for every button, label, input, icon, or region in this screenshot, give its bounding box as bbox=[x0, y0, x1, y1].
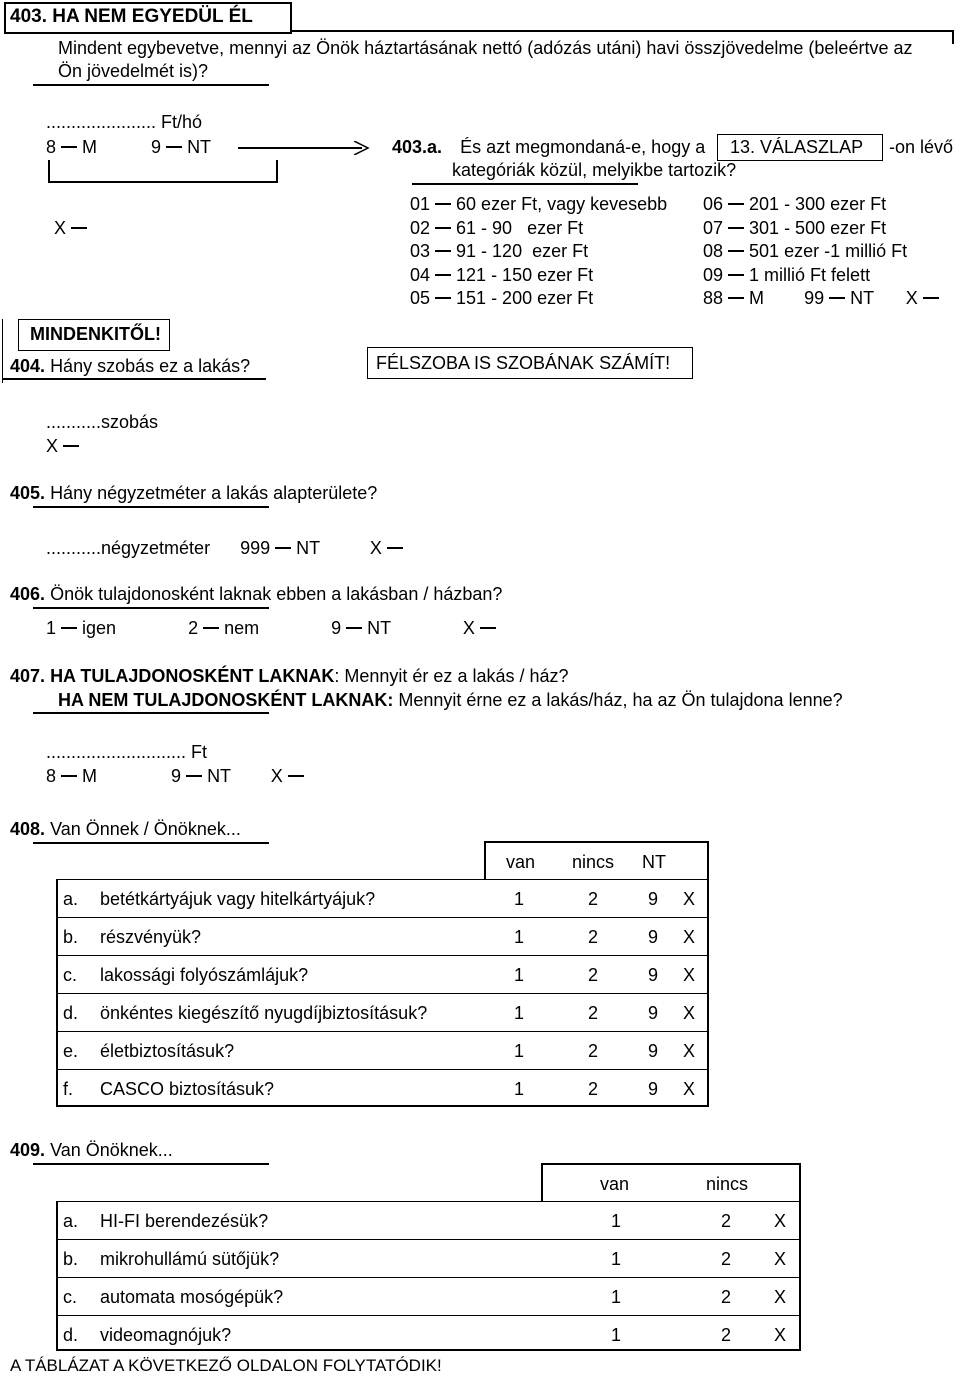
q407-number: 407. bbox=[10, 666, 46, 686]
row-rule bbox=[56, 917, 707, 918]
option-row[interactable]: 05 151 - 200 ezer Ft bbox=[410, 288, 594, 308]
q403-header bbox=[10, 6, 253, 28]
q409-answer-code[interactable]: 2 bbox=[721, 1211, 732, 1231]
q405-answer-row: ...........négyzetméter 999 NT X bbox=[46, 538, 408, 559]
option-row[interactable]: 02 61 - 90 ezer Ft bbox=[410, 217, 584, 238]
row-rule bbox=[56, 955, 707, 956]
q403a-question bbox=[392, 137, 705, 158]
q403-title: HA NEM EGYEDÜL ÉL bbox=[52, 6, 253, 27]
option-row[interactable]: 01 60 ezer Ft, vagy kevesebb bbox=[410, 194, 668, 214]
q403a-m-code[interactable]: 88 bbox=[703, 288, 724, 308]
q407-bold2: HA NEM TULAJDONOSKÉNT LAKNAK: bbox=[58, 690, 394, 710]
q406-o2-code[interactable]: 2 bbox=[188, 618, 199, 638]
x-mark[interactable]: X bbox=[46, 436, 59, 456]
q408-answer-code[interactable]: 2 bbox=[588, 965, 599, 985]
q409-answer-code[interactable]: 2 bbox=[721, 1287, 732, 1307]
q408-answer-code[interactable]: X bbox=[683, 927, 696, 947]
q408-answer-code[interactable]: 9 bbox=[648, 1003, 659, 1023]
q403-underline bbox=[33, 84, 269, 86]
q408-answer-code[interactable]: 2 bbox=[588, 1041, 599, 1061]
q408-row-label: önkéntes kiegészítő nyugdíjbiztosításuk? bbox=[100, 1003, 428, 1023]
q408-answer-code[interactable]: 1 bbox=[514, 1041, 525, 1061]
q409-header-nincs: nincs bbox=[706, 1174, 749, 1194]
q406-underline bbox=[33, 607, 269, 609]
q403a-nt-code[interactable]: 99 bbox=[804, 288, 825, 308]
option-row: 88 M 99 NT X bbox=[703, 287, 944, 311]
q408-answer-code[interactable]: 9 bbox=[648, 927, 659, 947]
q409-header-van: van bbox=[600, 1174, 630, 1194]
q408-header-nt: NT bbox=[642, 852, 666, 872]
q408-answer-code[interactable]: 9 bbox=[648, 965, 659, 985]
q408-answer-code[interactable]: X bbox=[683, 1079, 696, 1099]
q403-bracket-left bbox=[48, 160, 50, 182]
q406-o3-code[interactable]: 9 bbox=[331, 618, 342, 638]
q408-row-label: lakossági folyószámlájuk? bbox=[100, 965, 309, 985]
q406-options: 1 igen 2 nem 9 NT X bbox=[46, 618, 501, 639]
q409-row-label: automata mosógépük? bbox=[100, 1287, 284, 1307]
row-rule bbox=[56, 1315, 799, 1316]
q408-answer-code[interactable]: 9 bbox=[648, 889, 659, 909]
row-rule bbox=[56, 1277, 799, 1278]
q407-text2: Mennyit érne ez a lakás/ház, ha az Ön tulajdona lenne? bbox=[393, 690, 843, 710]
arrow-right-icon bbox=[354, 141, 370, 155]
q409-answer-code[interactable]: 1 bbox=[611, 1249, 622, 1269]
option-row[interactable]: 03 91 - 120 ezer Ft bbox=[410, 241, 589, 261]
q403-side-rule bbox=[952, 30, 954, 44]
q404-instruction: FÉLSZOBA IS SZOBÁNAK SZÁMÍT! bbox=[376, 353, 671, 373]
q409-answer-code[interactable]: X bbox=[774, 1249, 787, 1269]
q403a-number: 403.a. bbox=[392, 137, 443, 157]
q409-header-rule bbox=[56, 1201, 799, 1202]
q403-answer-blank[interactable]: ...................... Ft/hó bbox=[46, 112, 203, 132]
q408-row-label: életbiztosításuk? bbox=[100, 1041, 235, 1061]
q404-number: 404. bbox=[10, 356, 46, 376]
q408-row-letter: d. bbox=[63, 1003, 79, 1023]
q404-question bbox=[10, 356, 250, 377]
q405-x[interactable]: X bbox=[369, 538, 382, 558]
q408-answer-code[interactable]: X bbox=[683, 889, 696, 909]
q403-opt-nt-code[interactable]: 9 bbox=[151, 137, 162, 157]
q403-question-line1: Mindent egybevetve, mennyi az Önök háztartásának nettó (adózás utáni) havi összjövedelme (beleértve az bbox=[58, 38, 913, 58]
q409-answer-code[interactable]: X bbox=[774, 1287, 787, 1307]
option-row[interactable]: 06 201 - 300 ezer Ft bbox=[703, 194, 887, 214]
q409-body-left-rule bbox=[56, 1201, 58, 1351]
q403-opt-nt: NT bbox=[187, 137, 212, 157]
q403a-underline bbox=[412, 183, 638, 185]
option-row[interactable]: 09 1 millió Ft felett bbox=[703, 264, 871, 285]
q403a-x[interactable]: X bbox=[905, 288, 918, 308]
q403-opt-m-code[interactable]: 8 bbox=[46, 137, 57, 157]
q409-header-left-rule bbox=[541, 1163, 543, 1201]
q409-row-label: videomagnójuk? bbox=[100, 1325, 232, 1345]
q409-answer-code[interactable]: 1 bbox=[611, 1287, 622, 1307]
q408-answer-code[interactable]: 2 bbox=[588, 1079, 599, 1099]
q409-answer-code[interactable]: 2 bbox=[721, 1325, 732, 1345]
q409-text: Van Önöknek... bbox=[50, 1140, 173, 1160]
q408-row-letter: b. bbox=[63, 927, 79, 947]
everyone-label: MINDENKITŐL! bbox=[30, 324, 161, 344]
q408-row-letter: c. bbox=[63, 965, 78, 985]
dash bbox=[61, 146, 77, 148]
q409-answer-code[interactable]: 1 bbox=[611, 1211, 622, 1231]
q408-question bbox=[10, 819, 241, 840]
q404-answer[interactable]: ...........szobás bbox=[46, 412, 159, 432]
option-row[interactable]: 07 301 - 500 ezer Ft bbox=[703, 217, 887, 238]
q409-row-letter: a. bbox=[63, 1211, 79, 1231]
q406-o1-code[interactable]: 1 bbox=[46, 618, 57, 638]
q404-underline bbox=[2, 378, 266, 380]
q408-row-letter: e. bbox=[63, 1041, 79, 1061]
option-row[interactable]: 08 501 ezer -1 millió Ft bbox=[703, 241, 908, 261]
q408-header-left-rule bbox=[484, 841, 486, 879]
q406-number: 406. bbox=[10, 584, 46, 604]
q409-answer-code[interactable]: X bbox=[774, 1325, 787, 1345]
q406-x[interactable]: X bbox=[462, 618, 475, 638]
q403-opt-m: M bbox=[82, 137, 98, 157]
q408-row-label: CASCO biztosításuk? bbox=[100, 1079, 275, 1099]
q403a-options-left bbox=[410, 193, 667, 311]
q408-answer-code[interactable]: 9 bbox=[648, 1041, 659, 1061]
q407-nt-code[interactable]: 9 bbox=[171, 766, 182, 786]
q408-answer-code[interactable]: 1 bbox=[514, 965, 525, 985]
q405-number: 405. bbox=[10, 483, 46, 503]
q408-number: 408. bbox=[10, 819, 46, 839]
q405-text: Hány négyzetméter a lakás alapterülete? bbox=[50, 483, 378, 503]
q408-answer-code[interactable]: 1 bbox=[514, 1003, 525, 1023]
q407-answer[interactable]: ............................ Ft bbox=[46, 742, 208, 762]
q404-x bbox=[46, 436, 84, 457]
q407-options: 8 M 9 NT X bbox=[46, 766, 309, 787]
q406-question bbox=[10, 584, 502, 605]
q408-row-label: részvényük? bbox=[100, 927, 202, 947]
row-rule bbox=[56, 1069, 707, 1070]
q403-number: 403. bbox=[10, 6, 47, 27]
q409-row-letter: b. bbox=[63, 1249, 79, 1269]
footer-note: A TÁBLÁZAT A KÖVETKEZŐ OLDALON FOLYTATÓDIK! bbox=[10, 1356, 442, 1375]
q406-text: Önök tulajdonosként laknak ebben a lakásban / házban? bbox=[50, 584, 503, 604]
row-rule bbox=[56, 1031, 707, 1032]
dash bbox=[71, 227, 87, 229]
q407-x[interactable]: X bbox=[270, 766, 283, 786]
q409-answer-code[interactable]: 2 bbox=[721, 1249, 732, 1269]
q409-row-letter: c. bbox=[63, 1287, 78, 1307]
q409-row-letter: d. bbox=[63, 1325, 79, 1345]
q404-text: Hány szobás ez a lakás? bbox=[50, 356, 251, 376]
q409-number: 409. bbox=[10, 1140, 46, 1160]
q408-row-letter: a. bbox=[63, 889, 79, 909]
q408-answer-code[interactable]: 2 bbox=[588, 889, 599, 909]
q408-header-rule bbox=[56, 879, 707, 880]
q408-row-letter: f. bbox=[63, 1079, 74, 1099]
x-mark[interactable]: X bbox=[54, 218, 67, 238]
q403-arrow-line bbox=[238, 147, 362, 149]
q409-answer-code[interactable]: 1 bbox=[611, 1325, 622, 1345]
q408-answer-code[interactable]: 9 bbox=[648, 1079, 659, 1099]
q403-bracket-right bbox=[276, 160, 278, 182]
q407-bold1: HA TULAJDONOSKÉNT LAKNAK bbox=[50, 666, 335, 686]
q403a-question-line2: kategóriák közül, melyikbe tartozik? bbox=[452, 160, 737, 180]
q408-header-van: van bbox=[506, 852, 536, 872]
q403-question-line2: Ön jövedelmét is)? bbox=[58, 61, 209, 81]
q405-answer[interactable]: ...........négyzetméter bbox=[46, 538, 211, 558]
q409-header-top-rule bbox=[541, 1163, 801, 1165]
q403-options bbox=[46, 137, 211, 158]
q408-answer-code[interactable]: X bbox=[683, 1003, 696, 1023]
q408-answer-code[interactable]: 1 bbox=[514, 927, 525, 947]
q409-answer-code[interactable]: X bbox=[774, 1211, 787, 1231]
q408-answer-code[interactable]: X bbox=[683, 1041, 696, 1061]
q405-question bbox=[10, 483, 377, 504]
q408-text: Van Önnek / Önöknek... bbox=[50, 819, 241, 839]
dash bbox=[166, 146, 182, 148]
q409-row-label: mikrohullámú sütőjük? bbox=[100, 1249, 280, 1269]
q405-nt-code[interactable]: 999 bbox=[240, 538, 271, 558]
q408-header-top-rule bbox=[484, 841, 709, 843]
option-row[interactable]: 04 121 - 150 ezer Ft bbox=[410, 264, 594, 285]
row-rule bbox=[56, 993, 707, 994]
q408-answer-code[interactable]: 2 bbox=[588, 927, 599, 947]
q403-x bbox=[54, 218, 92, 239]
q405-underline bbox=[33, 506, 269, 508]
q408-answer-code[interactable]: X bbox=[683, 965, 696, 985]
q408-answer-code[interactable]: 1 bbox=[514, 889, 525, 909]
q408-header-nincs: nincs bbox=[572, 852, 615, 872]
q407-underline bbox=[33, 712, 269, 714]
q409-question bbox=[10, 1140, 173, 1161]
q407-line2 bbox=[58, 690, 843, 711]
q407-m-code[interactable]: 8 bbox=[46, 766, 57, 786]
q408-row-label: betétkártyájuk vagy hitelkártyájuk? bbox=[100, 889, 376, 909]
q403-bracket-bottom bbox=[48, 181, 278, 183]
q403a-options-right bbox=[703, 193, 944, 311]
q407-text1: : Mennyit ér ez a lakás / ház? bbox=[334, 666, 569, 686]
q408-answer-code[interactable]: 1 bbox=[514, 1079, 525, 1099]
q403-divider bbox=[292, 30, 954, 32]
row-rule bbox=[56, 1239, 799, 1240]
q408-answer-code[interactable]: 2 bbox=[588, 1003, 599, 1023]
q403a-question-pre: És azt megmondaná-e, hogy a bbox=[460, 137, 706, 157]
q403a-card-label: 13. VÁLASZLAP bbox=[730, 137, 864, 157]
q409-row-label: HI-FI berendezésük? bbox=[100, 1211, 269, 1231]
q407-line1 bbox=[10, 666, 569, 687]
q403a-question-post: -on lévő bbox=[889, 137, 954, 157]
